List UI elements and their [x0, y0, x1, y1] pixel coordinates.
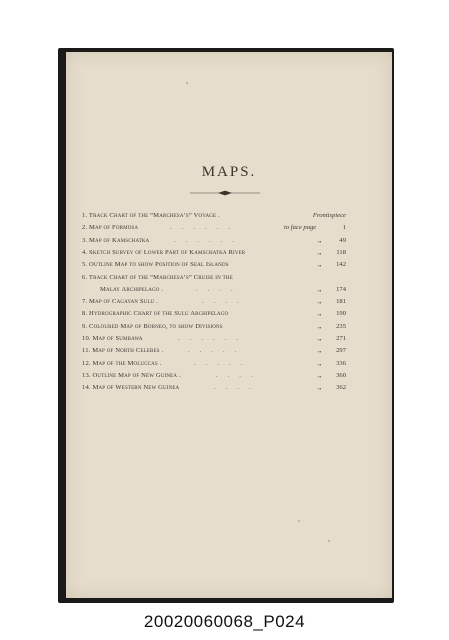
ditto-mark: to face page	[284, 224, 317, 232]
ditto-mark: ,,	[318, 260, 322, 269]
page-number: 271	[336, 335, 346, 342]
ditto-mark: ,,	[318, 346, 322, 355]
map-entry	[66, 272, 392, 283]
map-entry	[66, 210, 392, 221]
map-entry	[66, 247, 392, 258]
map-entry	[66, 296, 392, 307]
leader-dots: ....	[202, 298, 249, 306]
book-page	[66, 52, 392, 598]
map-entry-title: 5. Outline Map to show Position of Seal Islands	[82, 261, 229, 269]
page-heading: MAPS.	[201, 164, 257, 180]
map-entry-title: 14. Map of Western New Guinea	[82, 384, 180, 392]
page-number: 362	[336, 384, 346, 392]
map-entry	[66, 259, 392, 270]
map-entry-title: 4. Sketch Survey of Lower Part of Kamschatka River	[82, 248, 246, 256]
ditto-mark: ,,	[318, 235, 322, 244]
map-entry-title: 2. Map of Formosa	[82, 224, 139, 232]
ditto-mark: ,,	[318, 297, 322, 306]
ditto-mark: ,,	[318, 334, 322, 342]
leader-dots: ......	[174, 236, 244, 244]
page-number: 118	[336, 248, 346, 256]
map-entry-title: 11. Map of North Celebes .	[82, 347, 164, 355]
map-entry	[66, 382, 392, 393]
ditto-mark: ,,	[318, 247, 322, 256]
map-entry	[66, 358, 392, 369]
ditto-mark: ,,	[318, 358, 322, 367]
page-number: 360	[336, 371, 346, 379]
leader-dots: ....	[216, 371, 263, 379]
map-entry	[66, 222, 392, 233]
map-entry-title-continued: Malay Archipelago .	[100, 285, 164, 293]
image-caption: 20020060068_P024	[143, 612, 306, 631]
map-entry	[66, 370, 392, 381]
map-entry	[66, 345, 392, 356]
page-number: 181	[336, 298, 346, 306]
page-number: 336	[336, 359, 346, 367]
page-number: 235	[336, 322, 346, 330]
leader-dots: ......	[170, 224, 240, 232]
map-entry	[66, 235, 392, 246]
map-entry	[66, 308, 392, 319]
map-entry	[66, 321, 392, 332]
leader-dots: .....	[188, 347, 247, 355]
page-number: Frontispiece	[312, 212, 346, 219]
page-number: 49	[339, 236, 346, 244]
map-entry-continuation	[66, 284, 392, 295]
leader-dots: ....	[214, 384, 261, 392]
ornament-divider	[190, 190, 260, 196]
map-entry-title: 6. Track Chart of the “Marchesa’s” Cruise in the	[82, 273, 233, 281]
map-entry-title: 10. Map of Sumbawa	[82, 335, 143, 342]
map-entry-title: 9. Coloured Map of Borneo, to show Divisions	[82, 322, 223, 330]
ditto-mark: ,,	[318, 321, 322, 330]
leader-dots: ....	[196, 285, 243, 293]
page-number: 142	[336, 261, 346, 269]
map-entry-title: 3. Map of Kamschatka	[82, 236, 150, 244]
leader-dots: .....	[194, 359, 253, 367]
map-entry	[66, 333, 392, 344]
map-entry-title: 13. Outline Map of New Guinea .	[82, 371, 181, 379]
page-number: 190	[336, 310, 346, 318]
map-entry-title: 7. Map of Cagayan Sulu .	[82, 298, 159, 306]
ditto-mark: ,,	[318, 383, 322, 392]
leader-dots: ......	[178, 335, 248, 342]
map-entry-title: 1. Track Chart of the “Marchesa’s” Voyage .	[82, 212, 220, 219]
map-entry-title: 12. Map of the Moluccas .	[82, 359, 162, 367]
ditto-mark: ,,	[318, 284, 322, 293]
map-entry-title: 8. Hydrographic Chart of the Sulu Archipelago	[82, 310, 229, 318]
page-number: 174	[336, 285, 346, 293]
page-number: 1	[342, 224, 346, 232]
page-number: 297	[336, 347, 346, 355]
ditto-mark: ,,	[318, 370, 322, 379]
ditto-mark: ,,	[318, 309, 322, 318]
